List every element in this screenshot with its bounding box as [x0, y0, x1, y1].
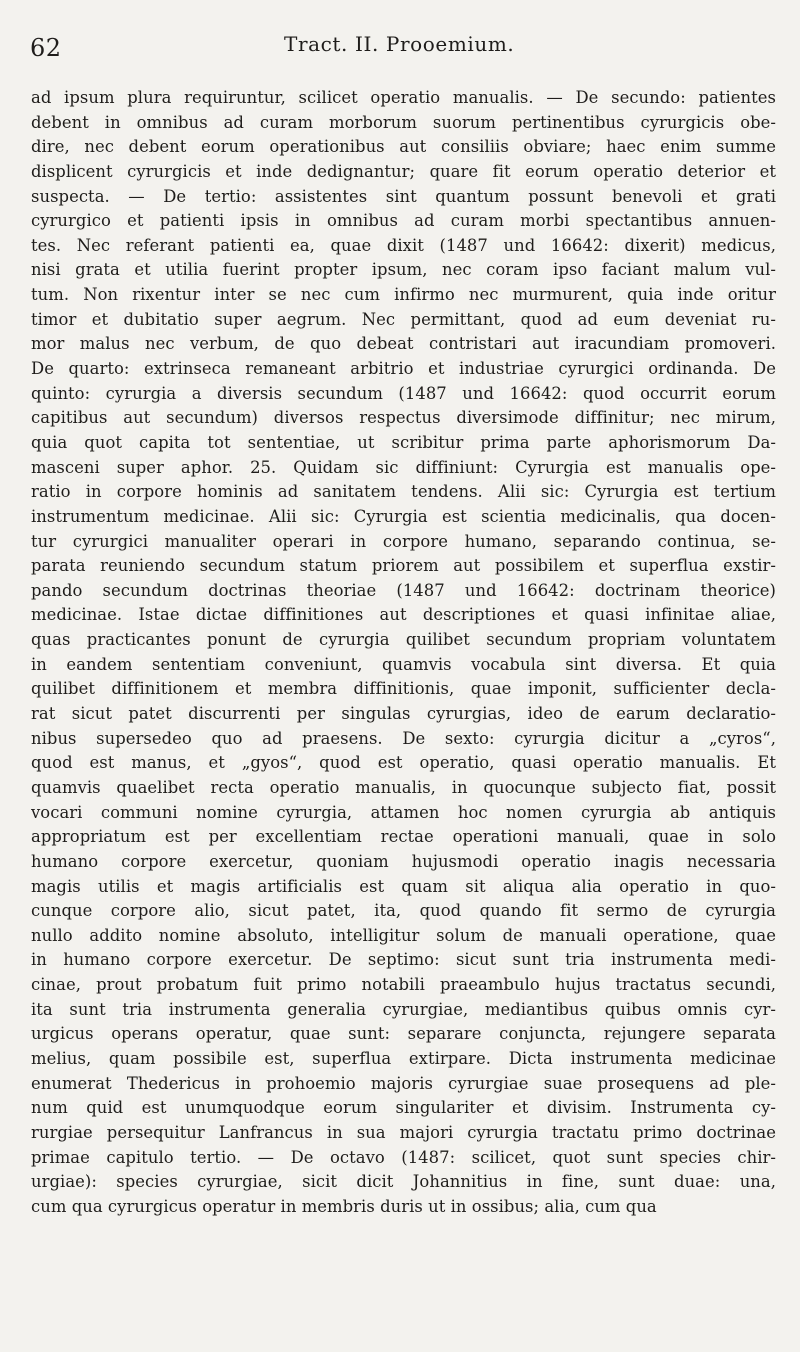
text-line: melius, quam possibile est, superflua extirpare. Dicta instrumenta medicinae [31, 1048, 776, 1068]
body-text [31, 86, 776, 1219]
text-line: cunque corpore alio, sicut patet, ita, quod quando fit sermo de cyrurgia [31, 901, 776, 921]
text-line: urgicus operans operatur, quae sunt: separare conjuncta, rejungere separata [31, 1024, 776, 1044]
text-line: quilibet diffinitionem et membra diffinitionis, quae imponit, sufficienter decla- [31, 679, 776, 699]
text-line: cum qua cyrurgicus operatur in membris duris ut in ossibus; alia, cum qua [31, 1196, 657, 1216]
page-number: 62 [30, 34, 62, 62]
text-line: urgiae): species cyrurgiae, sicit dicit Johannitius in fine, sunt duae: una, [31, 1172, 776, 1192]
text-line: mor malus nec verbum, de quo debeat contristari aut iracundiam promoveri. [31, 334, 776, 354]
text-line: debent in omnibus ad curam morborum suorum pertinentibus cyrurgicis obe- [31, 112, 776, 132]
text-line: ad ipsum plura requiruntur, scilicet operatio manualis. — De secundo: patientes [31, 88, 776, 107]
text-line: timor et dubitatio super aegrum. Nec permittant, quod ad eum deveniat ru- [31, 309, 776, 329]
text-line: nullo addito nomine absoluto, intelligitur solum de manuali operatione, quae [31, 925, 776, 945]
text-line: humano corpore exercetur, quoniam hujusmodi operatio inagis necessaria [31, 851, 776, 871]
text-line: in eandem sententiam conveniunt, quamvis vocabula sint diversa. Et quia [31, 654, 776, 674]
text-line: rat sicut patet discurrenti per singulas cyrurgias, ideo de earum declaratio- [31, 704, 776, 724]
text-line: suspecta. — De tertio: assistentes sint quantum possunt benevoli et grati [31, 186, 776, 206]
text-line: medicinae. Istae dictae diffinitiones aut descriptiones et quasi infinitae aliae, [31, 605, 776, 625]
text-line: quia quot capita tot sententiae, ut scribitur prima parte aphorismorum Da- [31, 432, 776, 452]
text-line: pando secundum doctrinas theoriae (1487 und 16642: doctrinam theorice) [31, 580, 776, 600]
text-line: capitibus aut secundum) diversos respectus diversimode diffinitur; nec mirum, [31, 408, 776, 428]
running-title: Tract. II. Prooemium. [284, 32, 515, 56]
text-line: rurgiae persequitur Lanfrancus in sua majori cyrurgia tractatu primo doctrinae [31, 1122, 776, 1142]
text-line: enumerat Thedericus in prohoemio majoris cyrurgiae suae prosequens ad ple- [31, 1073, 776, 1093]
text-line: appropriatum est per excellentiam rectae operationi manuali, quae in solo [31, 827, 776, 847]
text-line: vocari communi nomine cyrurgia, attamen hoc nomen cyrurgia ab antiquis [31, 802, 776, 822]
text-line: quinto: cyrurgia a diversis secundum (1487 und 16642: quod occurrit eorum [31, 383, 776, 403]
text-line: tur cyrurgici manualiter operari in corpore humano, separando continua, se- [31, 531, 776, 551]
text-line: num quid est unumquodque eorum singulariter et divisim. Instrumenta cy- [31, 1098, 776, 1118]
text-line: cinae, prout probatum fuit primo notabili praeambulo hujus tractatus secundi, [31, 975, 776, 995]
text-line: magis utilis et magis artificialis est quam sit aliqua alia operatio in quo- [31, 876, 776, 896]
text-line: quamvis quaelibet recta operatio manualis, in quocunque subjecto fiat, possit [31, 777, 776, 797]
text-line: masceni super aphor. 25. Quidam sic diffiniunt: Cyrurgia est manualis ope- [31, 457, 776, 477]
text-line: parata reuniendo secundum statum priorem aut possibilem et superflua exstir- [31, 556, 776, 576]
text-line: instrumentum medicinae. Alii sic: Cyrurgia est scientia medicinalis, qua docen- [31, 506, 776, 526]
page-header [0, 28, 800, 62]
text-line: nisi grata et utilia fuerint propter ipsum, nec coram ipso faciant malum vul- [31, 260, 776, 280]
text-line: displicent cyrurgicis et inde dedignantur; quare fit eorum operatio deterior et [31, 161, 776, 181]
text-line: in humano corpore exercetur. De septimo: sicut sunt tria instrumenta medi- [31, 950, 776, 970]
text-line: primae capitulo tertio. — De octavo (1487: scilicet, quot sunt species chir- [31, 1147, 776, 1167]
text-line: ita sunt tria instrumenta generalia cyrurgiae, mediantibus quibus omnis cyr- [31, 999, 776, 1019]
text-line: ratio in corpore hominis ad sanitatem tendens. Alii sic: Cyrurgia est tertium [31, 482, 776, 502]
text-line: dire, nec debent eorum operationibus aut consiliis obviare; haec enim summe [31, 137, 776, 157]
text-line: De quarto: extrinseca remaneant arbitrio et industriae cyrurgici ordinanda. De [31, 359, 776, 379]
text-line: tes. Nec referant patienti ea, quae dixit (1487 und 16642: dixerit) medicus, [31, 235, 776, 255]
text-line: quod est manus, et „gyos“, quod est operatio, quasi operatio manualis. Et [31, 753, 776, 773]
text-line: cyrurgico et patienti ipsis in omnibus ad curam morbi spectantibus annuen- [31, 211, 776, 231]
text-line: nibus supersedeo quo ad praesens. De sexto: cyrurgia dicitur a „cyros“, [31, 728, 776, 748]
text-line: quas practicantes ponunt de cyrurgia quilibet secundum propriam voluntatem [31, 630, 776, 650]
text-line: tum. Non rixentur inter se nec cum infirmo nec murmurent, quia inde oritur [31, 285, 776, 305]
